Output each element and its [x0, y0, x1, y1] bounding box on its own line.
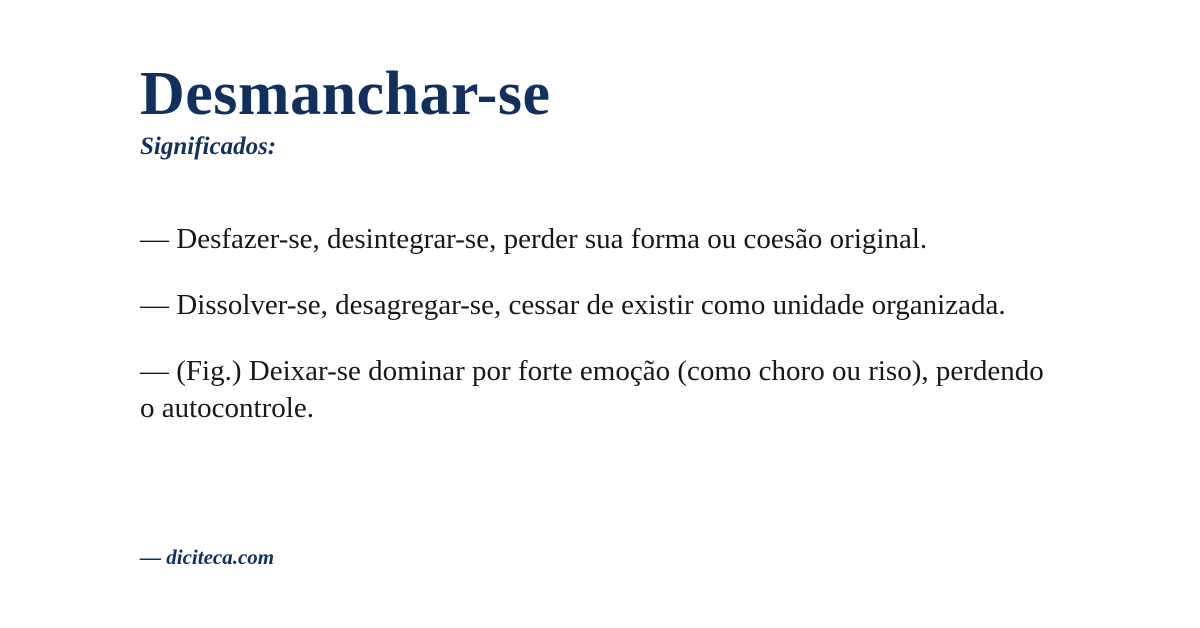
section-label: Significados:	[140, 133, 277, 161]
definition-list	[140, 221, 1060, 427]
list-item: — Desfazer-se, desintegrar-se, perder sua forma ou coesão original.	[140, 223, 928, 256]
page-title: Desmanchar-se	[140, 60, 551, 128]
list-item: — (Fig.) Deixar-se dominar por forte emoção (como choro ou riso), perdendo o autocontrole.	[140, 355, 1044, 425]
source-attribution: — diciteca.com	[140, 545, 275, 569]
list-item: — Dissolver-se, desagregar-se, cessar de existir como unidade organizada.	[140, 289, 1006, 322]
